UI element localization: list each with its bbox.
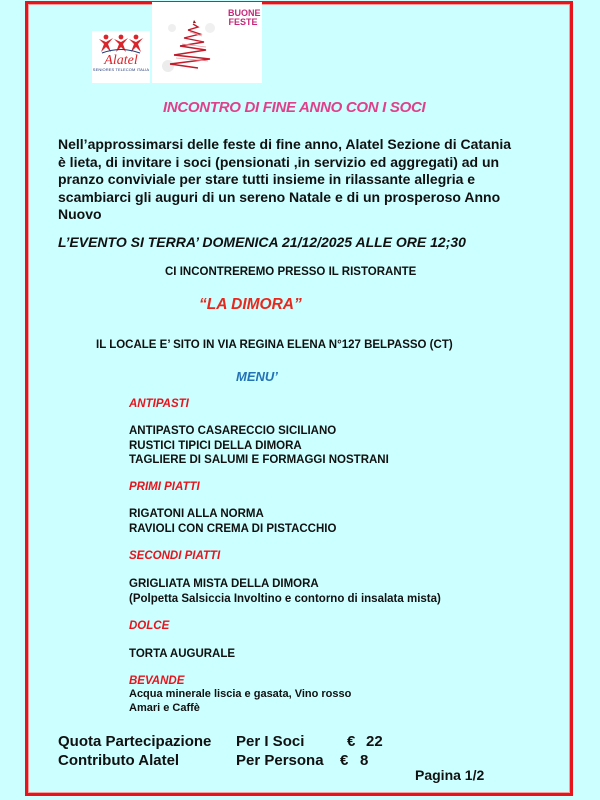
menu-item: (Polpetta Salsiccia Involtino e contorno di insalata mista)	[129, 592, 441, 605]
alatel-logo	[92, 31, 150, 83]
fee-amount: 22	[366, 733, 383, 750]
venue-name: “LA DIMORA”	[199, 296, 302, 313]
fee-label: Quota Partecipazione	[58, 733, 212, 750]
menu-item: RUSTICI TIPICI DELLA DIMORA	[129, 439, 302, 452]
menu-item: RIGATONI ALLA NORMA	[129, 508, 264, 520]
page-number: Pagina 1/2	[415, 767, 485, 783]
three-people-icon	[98, 34, 144, 54]
event-date: L’EVENTO SI TERRA’ DOMENICA 21/12/2025 ALLE ORE 12;30	[58, 234, 466, 250]
fee-target: Per Persona	[236, 752, 324, 769]
menu-section-dolce: DOLCE	[129, 620, 170, 632]
fee-amount: 8	[360, 752, 369, 769]
menu-items-secondi	[129, 577, 441, 606]
page-title: INCONTRO DI FINE ANNO CON I SOCI	[163, 99, 426, 116]
fee-currency: €	[347, 733, 356, 750]
christmas-tree-icon	[160, 14, 220, 80]
logo-brand: Alatel	[104, 53, 138, 68]
venue-address: IL LOCALE E’ SITO IN VIA REGINA ELENA N°127 BELPASSO (CT)	[96, 339, 453, 351]
card-title: BUONE FESTE	[228, 8, 261, 27]
fee-target: Per I Soci	[236, 733, 305, 750]
intro-paragraph: Nell’approssimarsi delle feste di fine anno, Alatel Sezione di Catania è lieta, di invitare i soci (pensionati ,in servizio ed aggregati) ad un pranzo conviviale per stare tutti insieme in rilassante allegria e scambiarci gli auguri di un sereno Natale e di un prosperoso Anno Nuovo	[58, 136, 512, 222]
meeting-note: CI INCONTREREMO PRESSO IL RISTORANTE	[165, 266, 417, 278]
greeting-card	[152, 2, 262, 83]
menu-items-antipasti	[129, 424, 389, 468]
menu-item: Amari e Caffè	[129, 701, 200, 714]
menu-items-dolce	[129, 647, 235, 662]
menu-item: RAVIOLI CON CREMA DI PISTACCHIO	[129, 522, 337, 535]
menu-item: TORTA AUGURALE	[129, 648, 236, 660]
logo-tagline: SENIORES TELECOM ITALIA	[92, 67, 150, 72]
menu-title: MENU’	[236, 369, 278, 384]
menu-items-bevande	[129, 688, 351, 715]
menu-section-primi: PRIMI PIATTI	[129, 481, 200, 493]
menu-item: Acqua minerale liscia e gasata, Vino rosso	[129, 688, 352, 700]
menu-section-bevande: BEVANDE	[129, 675, 185, 687]
menu-items-primi	[129, 507, 336, 536]
menu-item: GRIGLIATA MISTA DELLA DIMORA	[129, 578, 319, 590]
page-border	[25, 1, 573, 796]
menu-section-secondi: SECONDI PIATTI	[129, 550, 221, 562]
menu-item: TAGLIERE DI SALUMI E FORMAGGI NOSTRANI	[129, 454, 389, 466]
fee-label: Contributo Alatel	[58, 752, 180, 769]
fee-currency: €	[340, 752, 349, 769]
menu-section-antipasti: ANTIPASTI	[129, 398, 189, 410]
menu-item: ANTIPASTO CASARECCIO SICILIANO	[129, 425, 337, 437]
